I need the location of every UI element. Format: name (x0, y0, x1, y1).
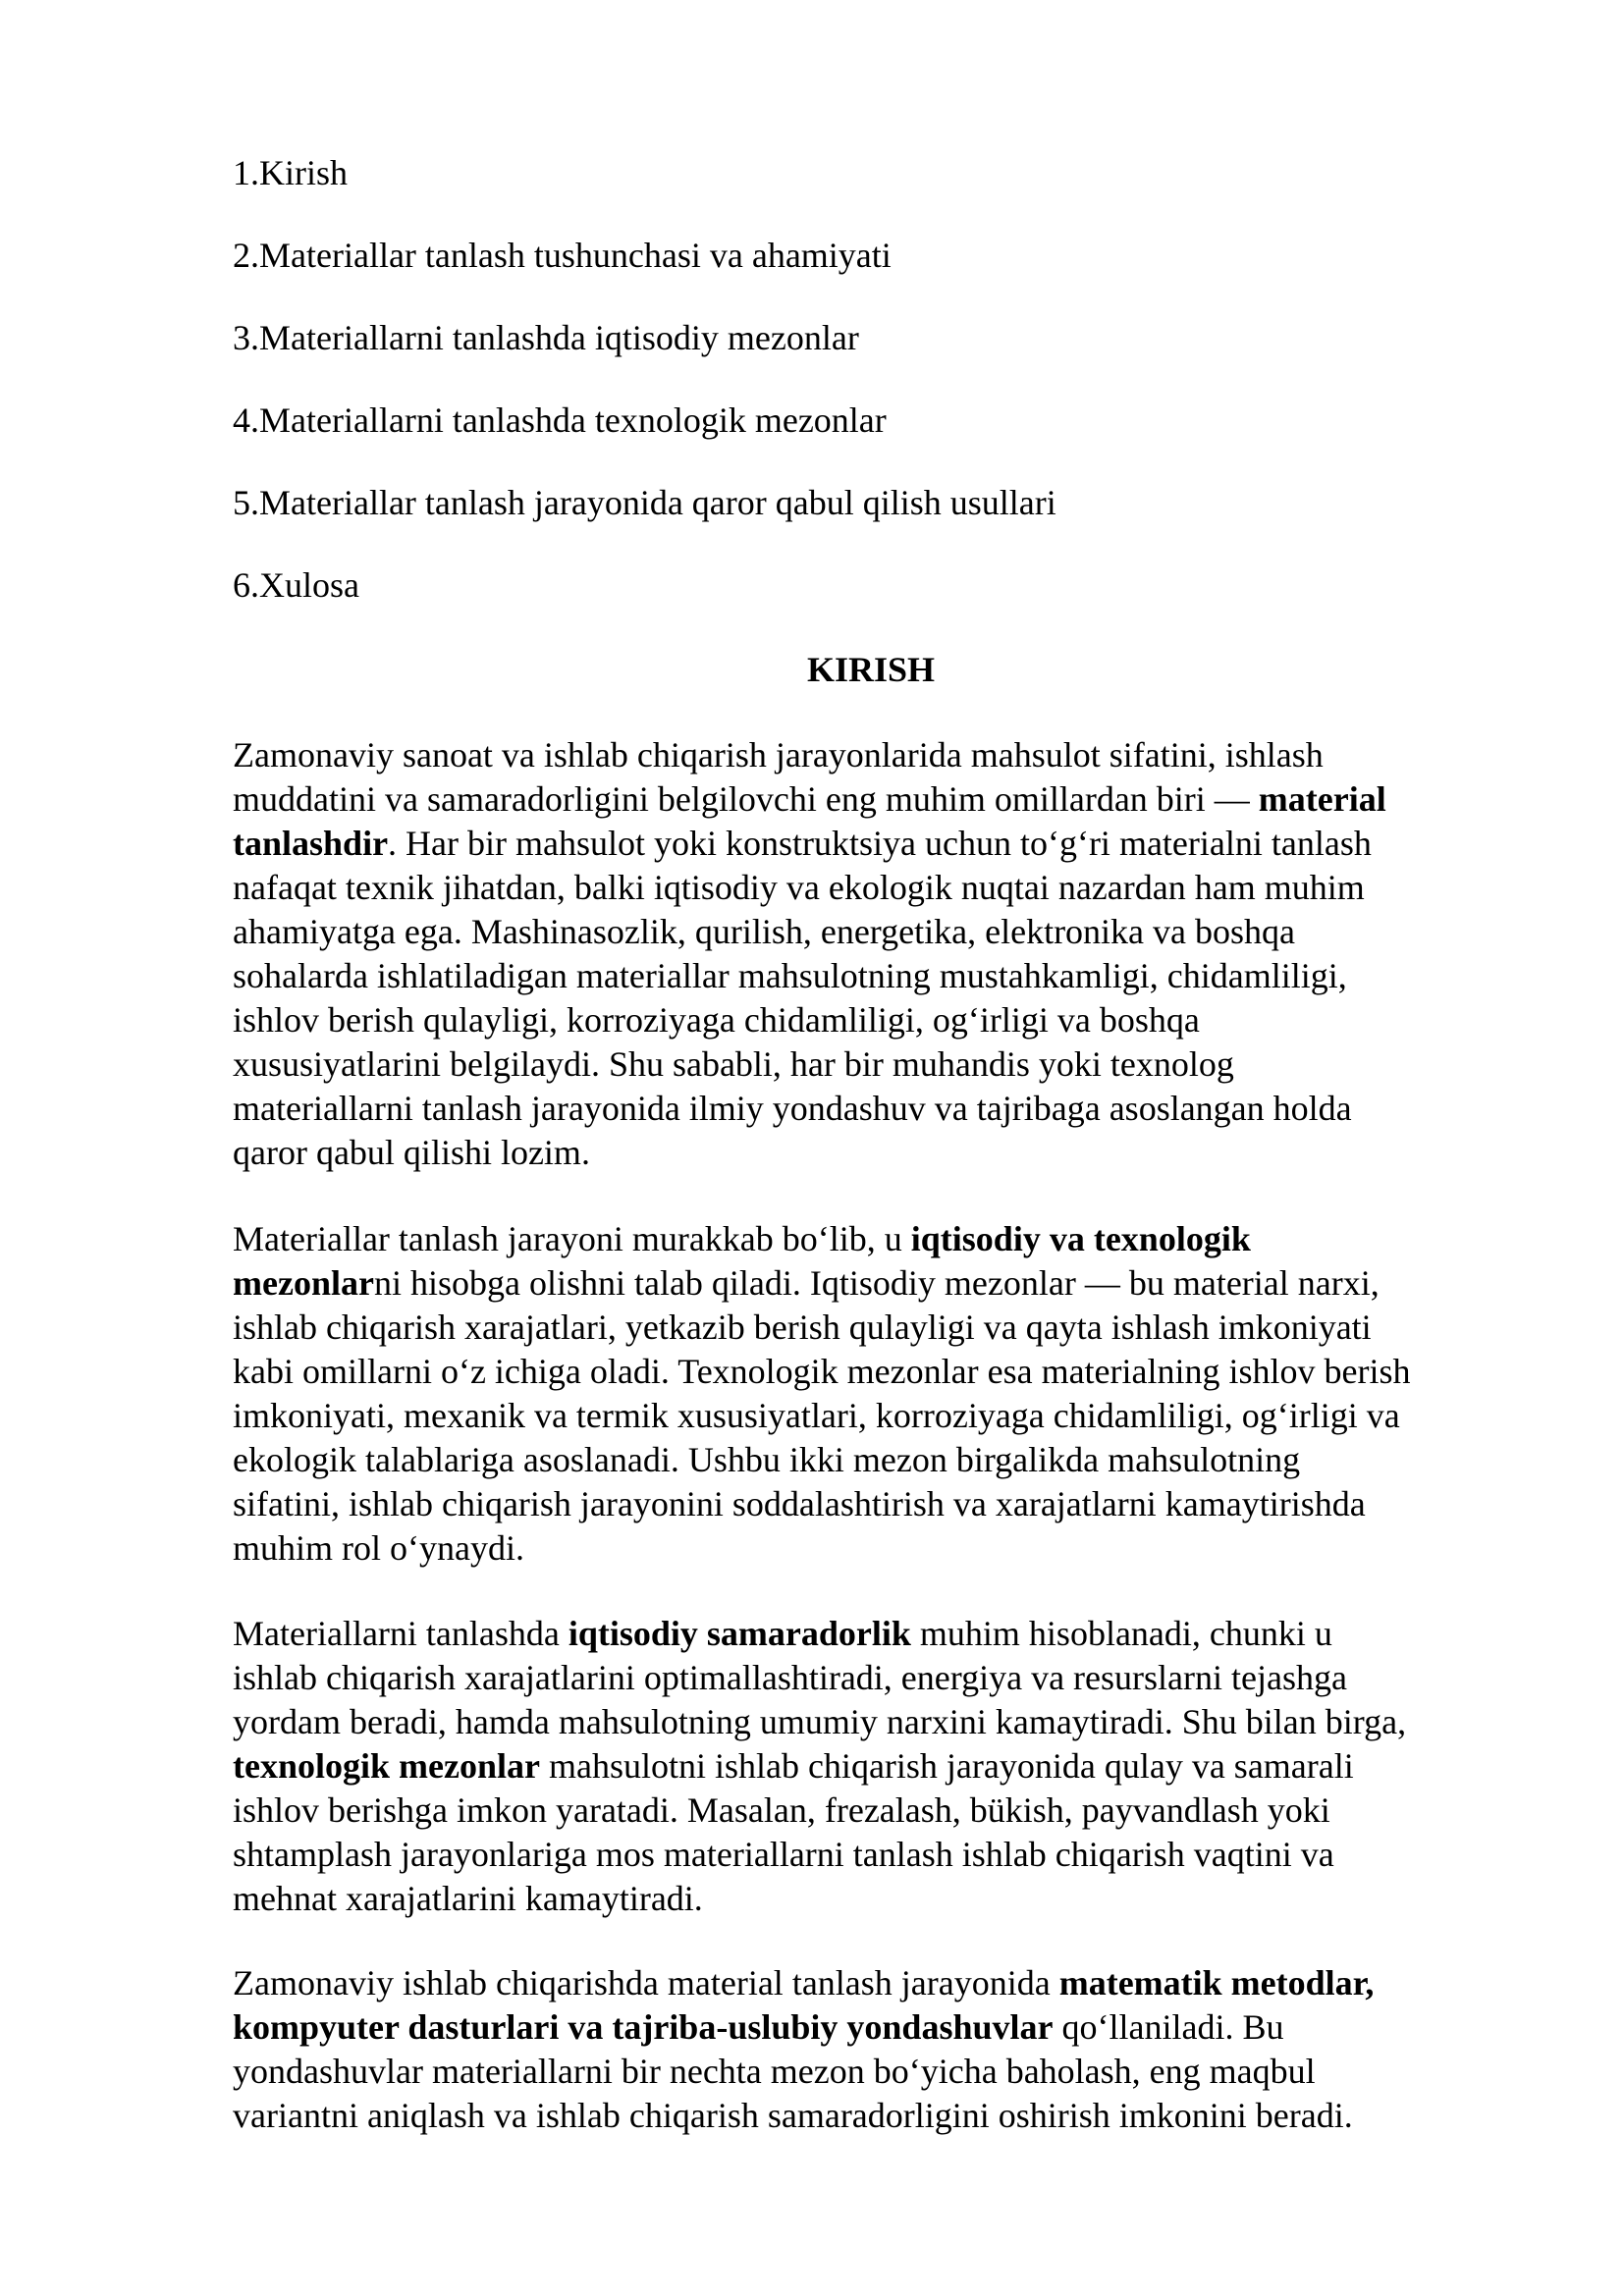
section-heading: KIRISH (806, 650, 936, 689)
bold-term: kompyuter dasturlari va tajriba-uslubiy yondashuvlar (233, 2007, 1054, 2047)
text-line: qaror qabul qilishi lozim. (233, 1133, 590, 1172)
text-span: muhim hisoblanadi, chunki u (910, 1614, 1332, 1653)
text-line: yordam beradi, hamda mahsulotning umumiy narxini kamaytiradi. Shu bilan birga, (233, 1702, 1407, 1741)
toc-item: 4.Materiallarni tanlashda texnologik mezonlar (233, 400, 887, 440)
text-line: shtamplash jarayonlariga mos materiallarni tanlash ishlab chiqarish vaqtini va (233, 1835, 1334, 1874)
text-line (233, 1261, 1529, 1306)
toc-item: 1.Kirish (233, 153, 348, 192)
text-line: yondashuvlar materiallarni bir nechta mezon bo‘yicha baholash, eng maqbul (233, 2052, 1316, 2091)
text-span: qo‘llaniladi. Bu (1053, 2007, 1284, 2047)
text-span: ni hisobga olishni talab qiladi. Iqtisodiy mezonlar — bu material narxi, (373, 1263, 1380, 1303)
text-line: ishlov berishga imkon yaratadi. Masalan, frezalash, bükish, payvandlash yoki (233, 1790, 1330, 1830)
text-line: Zamonaviy sanoat va ishlab chiqarish jarayonlarida mahsulot sifatini, ishlash (233, 735, 1324, 774)
text-line: xususiyatlarini belgilaydi. Shu sababli, har bir muhandis yoki texnolog (233, 1044, 1234, 1084)
text-span: Materiallar tanlash jarayoni murakkab bo‘lib, u (233, 1219, 911, 1258)
text-span: mahsulotni ishlab chiqarish jarayonida qulay va samarali (539, 1746, 1354, 1786)
text-line: ishlab chiqarish xarajatlarini optimallashtiradi, energiya va resurslarni tejashga (233, 1658, 1347, 1697)
paragraph-methods (233, 1961, 1529, 2138)
text-line (233, 777, 1529, 822)
text-line: materiallarni tanlash jarayonida ilmiy yondashuv va tajribaga asoslangan holda (233, 1089, 1352, 1128)
text-line: ishlov berish qulayligi, korroziyaga chidamliligi, og‘irligi va boshqa (233, 1000, 1200, 1040)
text-line: kabi omillarni o‘z ichiga oladi. Texnologik mezonlar esa materialning ishlov berish (233, 1352, 1411, 1391)
text-line: muhim rol o‘ynaydi. (233, 1528, 524, 1568)
text-span: muddatini va samaradorligini belgilovchi eng muhim omillardan biri — (233, 779, 1259, 819)
bold-term: iqtisodiy va texnologik (910, 1219, 1251, 1258)
text-line: sifatini, ishlab chiqarish jarayonini soddalashtirish va xarajatlarni kamaytirishda (233, 1484, 1366, 1523)
toc-item: 6.Xulosa (233, 565, 359, 605)
bold-term: iqtisodiy samaradorlik (568, 1614, 911, 1653)
bold-term: matematik metodlar, (1058, 1963, 1375, 2002)
toc-item: 3.Materiallarni tanlashda iqtisodiy mezonlar (233, 318, 859, 357)
text-line (233, 1217, 1529, 1261)
bold-term: tanlashdir (233, 824, 389, 863)
text-span: Materiallarni tanlashda (233, 1614, 568, 1653)
text-line (233, 1612, 1529, 1656)
paragraph-efficiency (233, 1612, 1529, 1921)
table-of-contents (233, 151, 1056, 646)
text-line: sohalarda ishlatiladigan materiallar mahsulotning mustahkamligi, chidamliligi, (233, 956, 1347, 995)
bold-term: mezonlar (233, 1263, 374, 1303)
text-line: mehnat xarajatlarini kamaytiradi. (233, 1879, 703, 1918)
text-span: Zamonaviy ishlab chiqarishda material tanlash jarayonida (233, 1963, 1059, 2002)
text-line (233, 2005, 1529, 2050)
text-line: variantni aniqlash va ishlab chiqarish samaradorligini oshirish imkonini beradi. (233, 2096, 1353, 2135)
text-line: nafaqat texnik jihatdan, balki iqtisodiy va ekologik nuqtai nazardan ham muhim (233, 868, 1365, 907)
text-line (233, 1961, 1529, 2005)
text-line: imkoniyati, mexanik va termik xususiyatlari, korroziyaga chidamliligi, og‘irligi va (233, 1396, 1400, 1435)
text-span: . Har bir mahsulot yoki konstruktsiya uchun to‘g‘ri materialni tanlash (388, 824, 1372, 863)
paragraph-criteria (233, 1217, 1529, 1571)
paragraph-intro (233, 733, 1529, 1175)
text-line: ishlab chiqarish xarajatlari, yetkazib berish qulayligi va qayta ishlash imkoniyati (233, 1308, 1372, 1347)
toc-item: 2.Materiallar tanlash tushunchasi va ahamiyati (233, 236, 892, 275)
bold-term: texnologik mezonlar (233, 1746, 540, 1786)
text-line: ahamiyatga ega. Mashinasozlik, qurilish, energetika, elektronika va boshqa (233, 912, 1296, 951)
toc-item: 5.Materiallar tanlash jarayonida qaror qabul qilish usullari (233, 483, 1056, 522)
text-line: ekologik talablariga asoslanadi. Ushbu ikki mezon birgalikda mahsulotning (233, 1440, 1301, 1479)
text-line (233, 822, 1529, 866)
bold-term: material (1258, 779, 1386, 819)
text-line (233, 1744, 1529, 1789)
